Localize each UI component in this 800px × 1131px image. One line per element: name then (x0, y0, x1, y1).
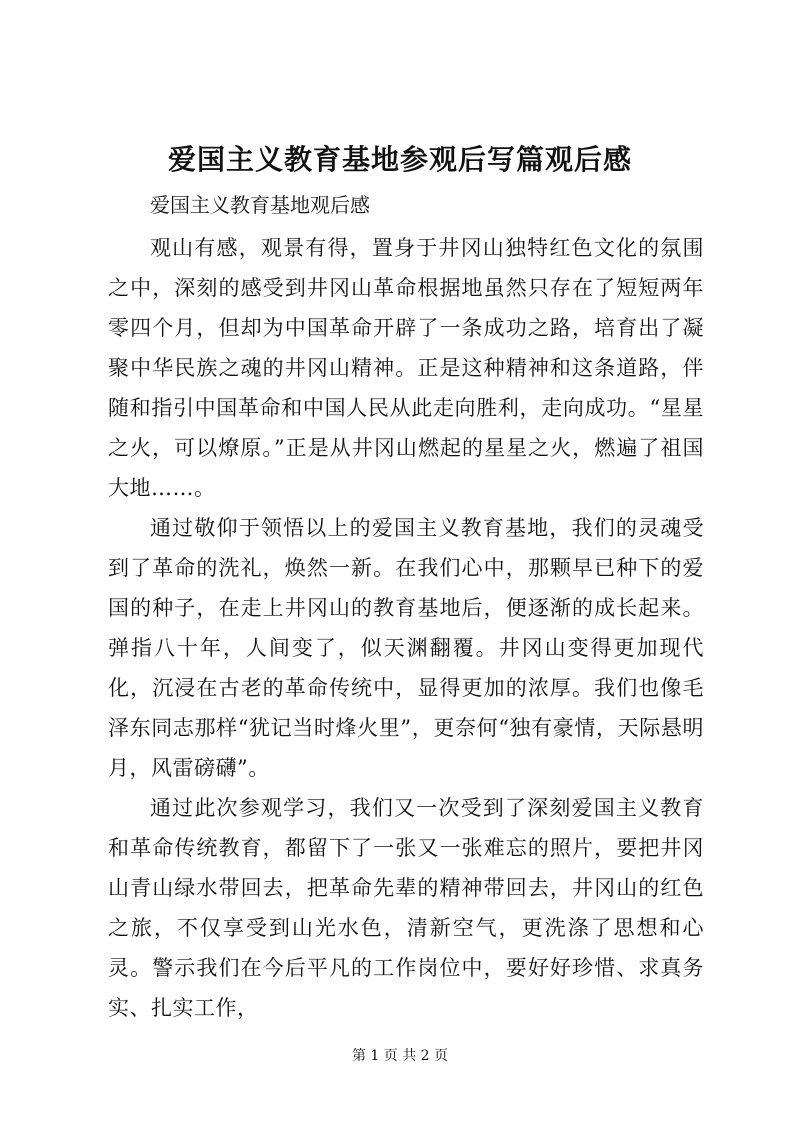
paragraph-2: 通过敬仰于领悟以上的爱国主义教育基地，我们的灵魂受到了革命的洗礼，焕然一新。在我们心中，那颗早已种下的爱国的种子，在走上井冈山的教育基地后，便逐渐的成长起来。弹指八十年，人间变了，似天渊翻覆。井冈山变得更加现代化，沉浸在古老的革命传统中，显得更加的浓厚。我们也像毛泽东同志那样“犹记当时烽火里”，更奈何“独有豪情，天际悬明月，风雷磅礴”。 (108, 516, 704, 780)
document-body (108, 228, 704, 1028)
page-footer: 第 1 页 共 2 页 (351, 1048, 449, 1064)
document-title: 爱国主义教育基地参观后写篇观后感 (167, 143, 632, 176)
document-subtitle: 爱国主义教育基地观后感 (150, 193, 370, 217)
paragraph-3: 通过此次参观学习，我们又一次受到了深刻爱国主义教育和革命传统教育，都留下了一张又一张难忘的照片，要把井冈山青山绿水带回去，把革命先辈的精神带回去，井冈山的红色之旅，不仅享受到山光水色，清新空气，更洗涤了思想和心灵。警示我们在今后平凡的工作岗位中，要好好珍惜、求真务实、扎实工作， (108, 796, 704, 1020)
paragraph-1: 观山有感，观景有得，置身于井冈山独特红色文化的氛围之中，深刻的感受到井冈山革命根据地虽然只存在了短短两年零四个月，但却为中国革命开辟了一条成功之路，培育出了凝聚中华民族之魂的井冈山精神。正是这种精神和这条道路，伴随和指引中国革命和中国人民从此走向胜利，走向成功。“星星之火，可以燎原。”正是从井冈山燃起的星星之火，燃遍了祖国大地……。 (108, 236, 704, 500)
